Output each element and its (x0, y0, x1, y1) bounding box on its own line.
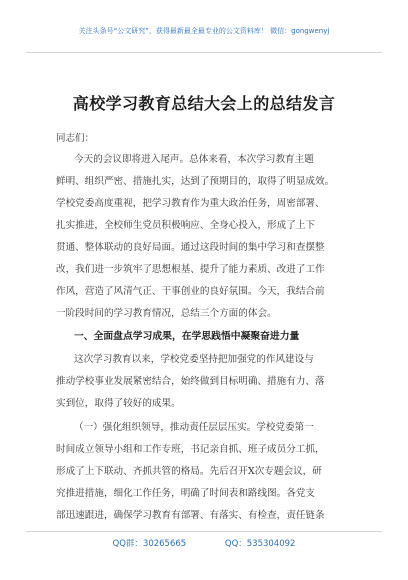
header-divider (26, 52, 382, 53)
paragraph-line: 扎实推进，全校师生党员积极响应、全身心投入，形成了上下 (56, 220, 316, 231)
paragraph-line: （一）强化组织领导，推动责任层层压实。学校党委第一 (74, 422, 314, 433)
paragraph-line: 今天的会议即将进入尾声。总体来看，本次学习教育主题 (74, 154, 314, 165)
footer-contact (0, 537, 408, 549)
paragraph-line: 形成了上下联动、齐抓共管的格局。先后召开X次专题会议，研 (56, 466, 322, 477)
salutation: 同志们： (56, 133, 95, 144)
footer-divider (26, 531, 382, 532)
paragraph-line: 时间成立领导小组和工作专班，书记亲自抓、班子成员分工抓， (56, 444, 325, 455)
paragraph-line: 究推进措施，细化工作任务，明确了时间表和路线图。各党支 (56, 488, 316, 499)
section-heading: 一、全面盘点学习成果，在学思践悟中凝聚奋进力量 (74, 331, 300, 342)
footer-qq: QQ：535304092 (224, 539, 296, 549)
footer-qq-group: QQ群：30265665 (112, 539, 187, 549)
paragraph-line: 推动学校事业发展紧密结合，始终做到目标明确、措施有力、落 (56, 376, 325, 387)
paragraph-line: 贯通、整体联动的良好局面。通过这段时间的集中学习和查摆整 (56, 242, 325, 253)
header-banner: 关注头条号“公文研究”，获得最新最全最专业的公文资料库！ 微信：gongwenyj (78, 27, 330, 35)
paragraph-line: 部迅速跟进，确保学习教育有部署、有落实、有检查，责任链条 (56, 510, 325, 521)
document-title: 高校学习教育总结大会上的总结发言 (72, 94, 336, 113)
paragraph-line: 学校党委高度重视，把学习教育作为重大政治任务，周密部署、 (56, 198, 325, 209)
paragraph-line: 改，我们进一步筑牢了思想根基、提升了能力素质、改进了工作 (56, 264, 325, 275)
paragraph-line: 鲜明、组织严密、措施扎实，达到了预期目的，取得了明显成效。 (56, 176, 335, 187)
paragraph-line: 一阶段时间的学习教育情况，总结三个方面的体会。 (56, 308, 277, 319)
paragraph-line: 这次学习教育以来，学校党委坚持把加强党的作风建设与 (74, 354, 314, 365)
paragraph-line: 作风，营造了风清气正、干事创业的良好氛围。今天，我结合前 (56, 286, 325, 297)
paragraph-line: 实到位，取得了较好的成果。 (56, 398, 181, 409)
